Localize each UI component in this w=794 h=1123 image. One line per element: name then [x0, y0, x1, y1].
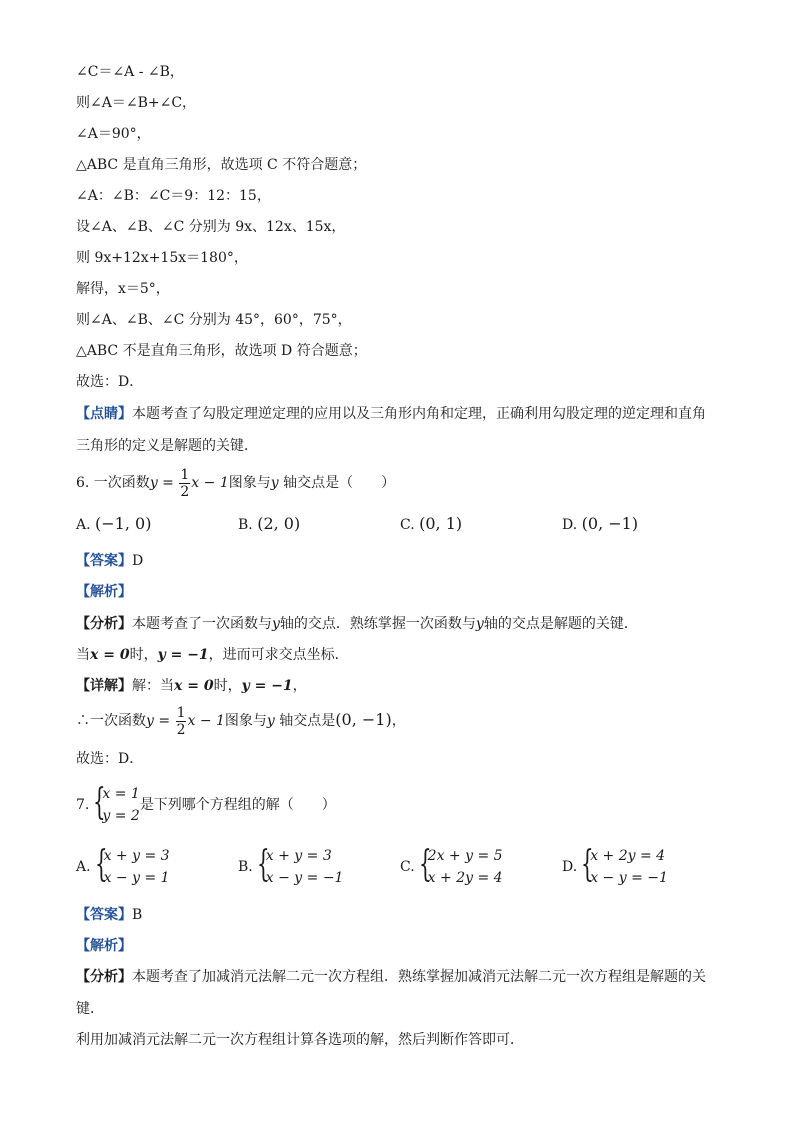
option-letter: C.: [400, 859, 415, 875]
brace-icon: {: [418, 844, 432, 885]
system-row: x − y = −1: [590, 870, 668, 886]
q7-prefix: 7.: [76, 797, 90, 813]
option-letter: D.: [562, 517, 578, 533]
system-row: x + y = 3: [103, 848, 170, 864]
q6-frac-den: 2: [180, 483, 190, 500]
q7-jiexi: [76, 936, 132, 956]
fenxi-y: y: [272, 616, 280, 632]
math-eq: =: [153, 713, 175, 729]
fenxi-text: 轴的交点是解题的关键．: [483, 616, 638, 632]
option-value: (0, −1): [581, 514, 639, 533]
option-value: (0, 1): [419, 514, 463, 533]
math-y: y = −1: [241, 678, 293, 694]
q6-option-a: [76, 514, 151, 535]
option-letter: B.: [238, 859, 253, 875]
solution-line: ∠A：∠B：∠C＝9：12：15，: [76, 188, 271, 204]
option-system: [257, 845, 344, 889]
frac-num: 1: [176, 704, 186, 721]
q6-guxuan: 故选：D．: [76, 751, 144, 767]
q7-option-c: [400, 845, 503, 889]
text: 解：当: [132, 678, 174, 694]
math-y: y = −1: [157, 647, 209, 663]
question-6: [76, 466, 395, 500]
question-7: [76, 783, 336, 827]
q6-prefix: 6. 一次函数: [76, 475, 150, 491]
q6-xiangjie: [76, 676, 307, 696]
solution-line: △ABC 不是直角三角形，故选项 D 符合题意；: [76, 343, 367, 359]
fenxi-tag: 【分析】: [76, 616, 132, 632]
dianjing-paragraph: [76, 404, 706, 424]
math-tail: x − 1: [187, 713, 225, 729]
q6-end: 轴交点是（ ）: [278, 475, 396, 491]
q6-dang-line: [76, 645, 349, 665]
solution-line: 解得，x＝5°，: [76, 281, 170, 297]
q7-option-d: [562, 845, 668, 889]
solution-line: 则∠A、∠B、∠C 分别为 45°，60°，75°，: [76, 312, 352, 328]
option-letter: D.: [562, 859, 578, 875]
q6-tail: x − 1: [191, 475, 229, 491]
q7-fenxi-cont: 键．: [76, 1001, 104, 1017]
q7-fenxi: [76, 967, 706, 987]
q6-y: y: [149, 475, 158, 491]
system-row: 2x + y = 5: [427, 848, 503, 864]
text: ，: [391, 713, 406, 729]
text: ，: [292, 678, 307, 694]
text: 当: [76, 647, 90, 663]
brace-icon: {: [256, 844, 270, 885]
math-y: y: [146, 713, 154, 729]
system-row: x − y = −1: [265, 870, 344, 886]
q6-jiexi: [76, 582, 132, 602]
q7-option-a: [76, 845, 170, 889]
solution-line: 则 9x+12x+15x＝180°，: [76, 250, 248, 266]
fenxi-text: 本题考查了加减消元法解二元一次方程组．熟练掌握加减消元法解二元一次方程组是解题的关: [132, 969, 706, 985]
option-value: (2, 0): [257, 514, 301, 533]
solution-line: △ABC 是直角三角形，故选项 C 不符合题意；: [76, 157, 367, 173]
system-row: x = 1: [102, 786, 140, 802]
system-row: x + 2y = 4: [590, 848, 666, 864]
jiexi-tag: 【解析】: [76, 584, 132, 600]
q6-option-b: [238, 514, 300, 535]
q7-answer: [76, 905, 142, 925]
option-system: [95, 845, 170, 889]
q6-answer: [76, 551, 143, 571]
system-row: x − y = 1: [103, 870, 170, 886]
q7-suffix: 是下列哪个方程组的解（ ）: [139, 797, 336, 813]
q6-fraction: [179, 467, 190, 500]
option-letter: C.: [400, 517, 415, 533]
text: ，进而可求交点坐标．: [208, 647, 349, 663]
q7-last-line: 利用加减消元法解二元一次方程组计算各选项的解，然后判断作答即可．: [76, 1032, 524, 1048]
solution-line: ∠A＝90°，: [76, 126, 151, 142]
fenxi-text: 轴的交点．熟练掌握一次函数与: [279, 616, 476, 632]
option-letter: A.: [76, 859, 91, 875]
text: 时，: [129, 647, 158, 663]
text: 轴交点是: [274, 713, 336, 729]
text: ∴一次函数: [76, 713, 146, 729]
dianjing-tag: 【点睛】: [76, 406, 132, 422]
q6-option-d: [562, 514, 638, 535]
dianjing-text-cont: 三角形的定义是解题的关键．: [76, 438, 258, 454]
fenxi-text: 本题考查了一次函数与: [132, 616, 272, 632]
fenxi-y: y: [475, 616, 484, 632]
frac-den: 2: [176, 721, 186, 738]
q6-option-c: [400, 514, 462, 535]
option-system: [419, 845, 503, 889]
system-row: y = 2: [102, 808, 140, 824]
q6-fenxi: [76, 614, 638, 634]
option-letter: A.: [76, 517, 91, 533]
q6-yaxis: y: [270, 475, 279, 491]
math-y: y: [266, 713, 275, 729]
system-row: x + y = 3: [265, 848, 332, 864]
brace-icon: {: [93, 782, 106, 823]
q7-system: [93, 783, 139, 827]
fenxi-tag: 【分析】: [76, 969, 132, 985]
brace-icon: {: [581, 844, 594, 885]
answer-value: B: [132, 907, 143, 923]
solution-line: 故选：D．: [76, 374, 144, 390]
answer-tag: 【答案】: [76, 553, 132, 569]
option-system: [581, 845, 668, 889]
q6-therefore: [76, 703, 406, 738]
q6-suffix: 图象与: [228, 475, 271, 491]
math-x: x = 0: [90, 647, 130, 663]
xiangjie-tag: 【详解】: [76, 678, 132, 694]
dianjing-text: 本题考查了勾股定理逆定理的应用以及三角形内角和定理，正确利用勾股定理的逆定理和直角: [132, 406, 706, 422]
therefore-fraction: [176, 705, 187, 738]
text: 图象与: [224, 713, 267, 729]
text: 时，: [213, 678, 242, 694]
solution-line: ∠C＝∠A - ∠B，: [76, 64, 184, 80]
q7-option-b: [238, 845, 343, 889]
math-x: x = 0: [174, 678, 214, 694]
option-value: (−1, 0): [95, 514, 152, 533]
math-point: (0, −1): [335, 710, 392, 729]
brace-icon: {: [94, 844, 108, 885]
q6-eq: =: [157, 475, 179, 491]
solution-line: 设∠A、∠B、∠C 分别为 9x、12x、15x，: [76, 219, 346, 235]
jiexi-tag: 【解析】: [76, 938, 132, 954]
system-row: x + 2y = 4: [427, 870, 503, 886]
answer-tag: 【答案】: [76, 907, 132, 923]
option-letter: B.: [238, 517, 253, 533]
q6-frac-num: 1: [180, 466, 190, 483]
solution-line: 则∠A＝∠B+∠C，: [76, 95, 197, 111]
answer-value: D: [132, 553, 144, 569]
